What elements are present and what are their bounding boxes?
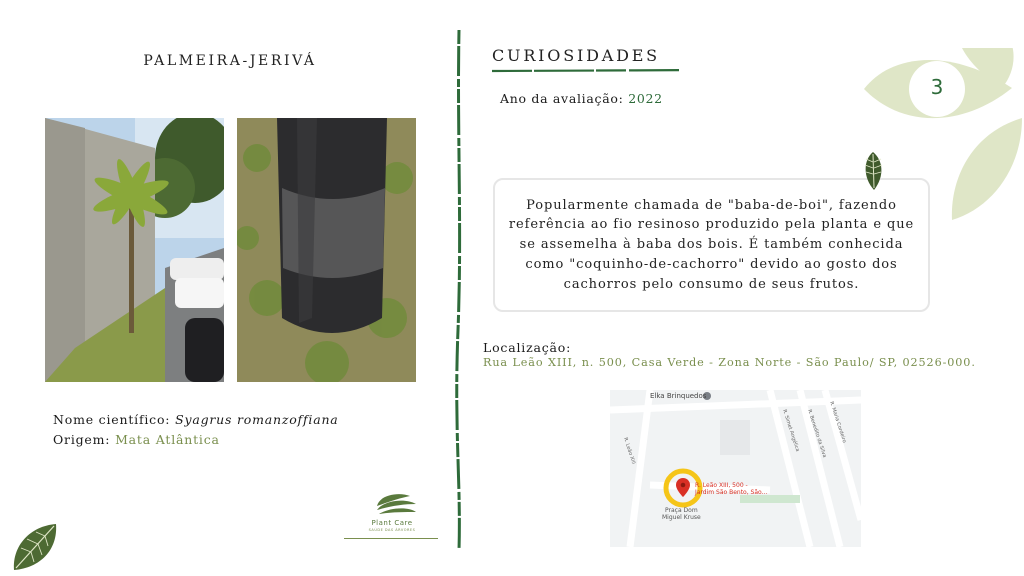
scientific-name-label: Nome científico: [53,412,176,427]
evaluation-year-label: Ano da avaliação: [500,91,629,106]
origin-label: Origem: [53,432,116,447]
plant-care-logo [344,490,440,542]
evaluation-year-line [500,91,663,106]
map-street-3: R. Maria Cordeiro [828,400,848,444]
vertical-divider [450,30,470,550]
brand-name: Plant Care [371,519,413,527]
brand-rule [344,538,438,539]
evaluation-year-value: 2022 [628,91,663,106]
location-address: Rua Leão XIII, n. 500, Casa Verde - Zona Norte - São Paulo/ SP, 02526-000. [483,356,976,369]
curiosities-title: CURIOSIDADES [492,46,660,65]
map-place-label: Elka Brinquedos [650,392,707,400]
scientific-name-line [53,412,339,427]
palm-tree-photo [45,118,224,382]
brand-tagline: SAÚDE DAS ÁRVORES [368,528,416,532]
curiosity-text: Popularmente chamada de "baba-de-boi", fazendo referência ao fio resinoso produzido pela planta e que se assemelha à baba dos bois. É também conhecida como "coquinho-de-cachorro" devido ao gosto dos cachorros pelo consumo de seus frutos. [508,197,915,292]
map-street-1: R. Simet Angélica [781,408,801,453]
curiosities-underline [490,66,716,76]
map-pin-label-2: Jardim São Bento, São... [695,489,768,496]
origin-value: Mata Atlântica [115,432,220,447]
map-pin-label-1: R. Leão XIII, 500 - [695,482,748,489]
map-street-left: R. Leão XIII [622,436,637,466]
map-square-label-1: Praça Dom [665,507,698,514]
location-map[interactable] [610,390,861,547]
origin-line [53,432,220,447]
palm-trunk-photo [237,118,416,382]
scientific-name: Syagrus romanzoffiana [175,412,339,427]
page-number: 3 [930,75,944,99]
map-street-2: R. Benedito da Silva [806,408,828,459]
map-square-label-2: Miguel Kruse [662,514,701,521]
corner-leaf-icon [10,522,60,572]
location-label: Localização: [483,340,572,355]
small-leaf-icon [861,150,885,192]
plant-title: PALMEIRA-JERIVÁ [143,53,317,69]
